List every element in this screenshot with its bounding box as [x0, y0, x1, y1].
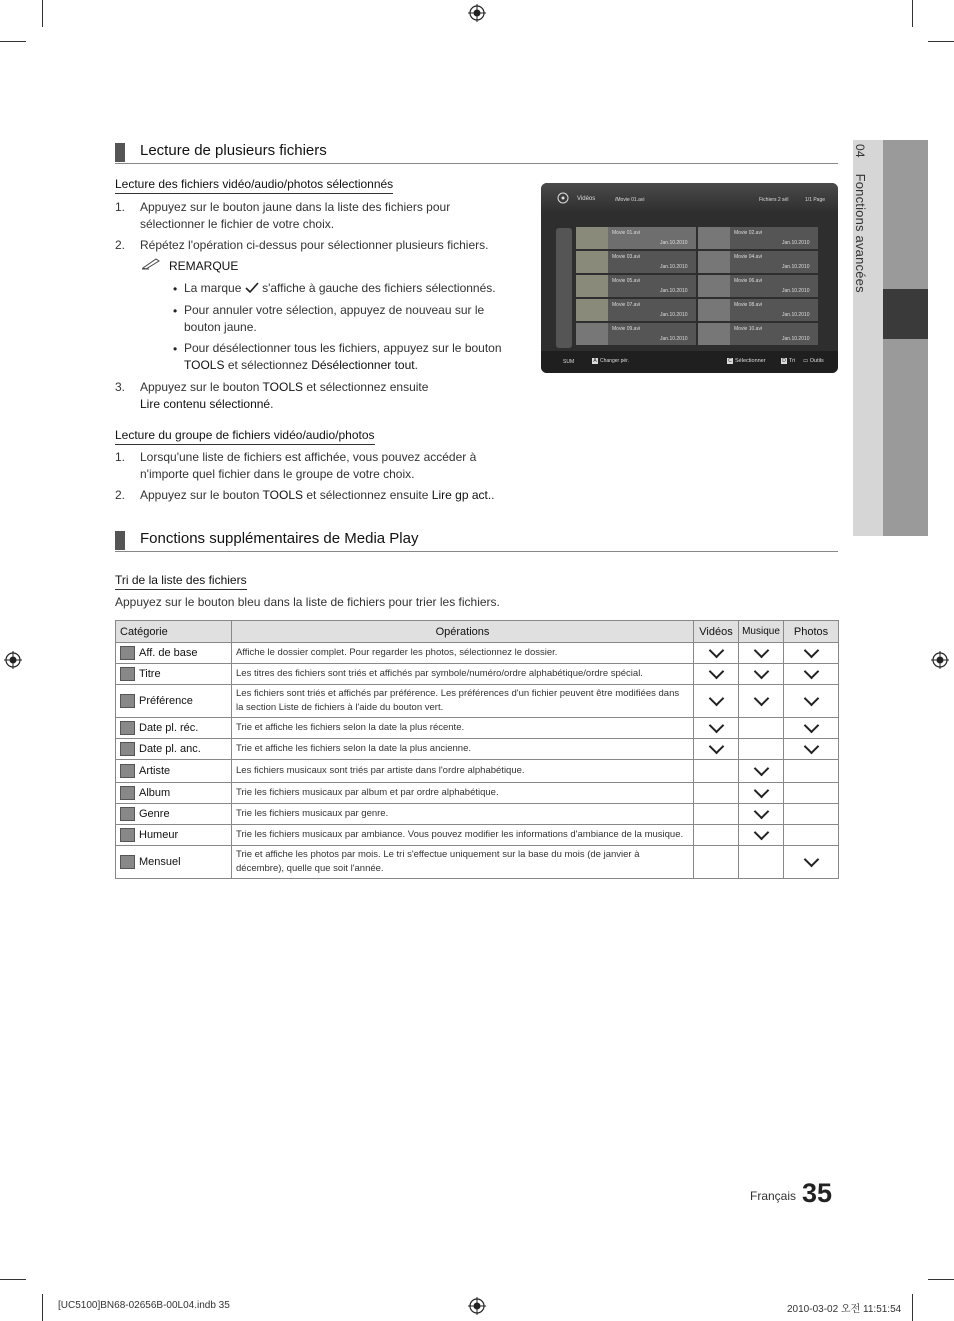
screen-file-item: [698, 251, 818, 273]
screen-path: /Movie 01.avi: [615, 197, 645, 203]
category-icon: [120, 646, 135, 660]
crop-mark: [928, 1279, 954, 1280]
col-header: Opérations: [232, 621, 694, 643]
screen-file-item: [698, 299, 818, 321]
crop-mark: [912, 1294, 913, 1321]
category-label: Album: [139, 786, 171, 799]
select-label: Sélectionner: [735, 358, 766, 364]
support-cell: [784, 804, 839, 825]
operation-cell: Les fichiers musicaux sont triés par artiste dans l'ordre alphabétique.: [232, 760, 694, 783]
support-cell: [694, 846, 739, 879]
crop-mark: [42, 1294, 43, 1321]
check-icon: [753, 782, 769, 798]
media-play-screenshot: [541, 183, 838, 373]
section-header: [115, 529, 838, 552]
section-title: Fonctions supplémentaires de Media Play: [140, 530, 419, 547]
d-key: D: [782, 358, 786, 364]
menu-option: Désélectionner tout: [311, 358, 415, 372]
category-cell: [116, 643, 232, 664]
tools-keyword: TOOLS: [262, 488, 304, 502]
c-key: C: [728, 358, 732, 364]
support-cell: [694, 825, 739, 846]
check-mark-icon: [245, 282, 259, 294]
screen-file-name: Movie 06.avi: [734, 278, 763, 284]
col-header: Catégorie: [116, 621, 232, 643]
support-cell: [694, 685, 739, 718]
screen-file-name: Movie 05.avi: [612, 278, 641, 284]
check-icon: [753, 642, 769, 658]
note-text: La marque: [184, 281, 242, 295]
check-icon: [803, 642, 819, 658]
chapter-number: 04: [853, 144, 867, 158]
check-icon: [753, 663, 769, 679]
check-icon: [753, 760, 769, 776]
step-text: Lorsqu'une liste de fichiers est affichée, vous pouvez accéder à n'importe quel fichier dans le groupe de votre choix.: [140, 450, 477, 481]
support-cell: [694, 783, 739, 804]
category-cell: [116, 825, 232, 846]
operation-cell: Trie et affiche les photos par mois. Le tri s'effectue uniquement sur la base du mois (de janvier à décembre), quelle que soit l'année.: [232, 846, 694, 879]
check-icon: [803, 690, 819, 706]
registration-mark-icon: [468, 4, 486, 22]
intro-text: Appuyez sur le bouton bleu dans la liste de fichiers pour trier les fichiers.: [115, 595, 500, 609]
screen-file-name: Movie 08.avi: [734, 302, 763, 308]
screen-file-item: [576, 275, 696, 297]
category-label: Aff. de base: [139, 646, 198, 659]
operation-cell: Les titres des fichiers sont triés et affichés par symbole/numéro/ordre alphabétique/ordre spécial.: [232, 664, 694, 685]
section-title: Lecture de plusieurs fichiers: [140, 142, 327, 159]
support-cell: [739, 739, 784, 760]
screen-file-name: Movie 02.avi: [734, 230, 763, 236]
check-icon: [708, 690, 724, 706]
operation-cell: Trie les fichiers musicaux par ambiance. Vous pouvez modifier les informations d'ambiance de la musique.: [232, 825, 694, 846]
step-text-part: et sélectionnez ensuite: [306, 380, 429, 394]
screen-file-thumbnail: [698, 227, 730, 249]
table-row: [116, 783, 839, 804]
check-icon: [708, 738, 724, 754]
category-label: Préférence: [139, 694, 193, 707]
footer-language: Français: [750, 1189, 797, 1203]
support-cell: [739, 825, 784, 846]
sort-table: [115, 620, 839, 879]
category-label: Date pl. anc.: [139, 742, 201, 755]
category-icon: [120, 667, 135, 681]
screen-file-name: Movie 07.avi: [612, 302, 641, 308]
support-cell: [784, 825, 839, 846]
category-icon: [120, 786, 135, 800]
screen-title: Vidéos: [577, 196, 596, 202]
check-icon: [753, 690, 769, 706]
screen-file-item: [698, 227, 818, 249]
note-3: Pour désélectionner tous les fichiers, appuyez sur le bouton TOOLS et sélectionnez Désélectionner tout.: [184, 341, 502, 372]
category-label: Mensuel: [139, 855, 181, 868]
step-text-part: Appuyez sur le bouton: [140, 380, 260, 394]
screen-file-date: Jan.10.2010: [782, 288, 810, 294]
table-row: [116, 643, 839, 664]
menu-option: Lire gp act.: [431, 488, 492, 502]
registration-mark-icon: [931, 651, 949, 669]
check-icon: [708, 663, 724, 679]
section-header: [115, 141, 838, 164]
operation-cell: Affiche le dossier complet. Pour regarder les photos, sélectionnez le dossier.: [232, 643, 694, 664]
support-cell: [739, 685, 784, 718]
support-cell: [694, 718, 739, 739]
change-device-label: Changer pér.: [600, 358, 629, 364]
support-cell: [694, 804, 739, 825]
screen-file-thumbnail: [576, 227, 608, 249]
screen-file-thumbnail: [576, 299, 608, 321]
category-cell: [116, 685, 232, 718]
screen-file-date: Jan.10.2010: [782, 240, 810, 246]
step-text-part: et sélectionnez ensuite: [306, 488, 429, 502]
category-icon: [120, 855, 135, 869]
operation-cell: Trie les fichiers musicaux par album et par ordre alphabétique.: [232, 783, 694, 804]
subsection-heading: Tri de la liste des fichiers: [115, 573, 247, 590]
support-cell: [739, 804, 784, 825]
category-label: Artiste: [139, 764, 171, 777]
screen-file-name: Movie 09.avi: [612, 326, 641, 332]
check-icon: [708, 642, 724, 658]
tools-icon: ▭: [803, 358, 810, 364]
table-row: [116, 846, 839, 879]
screen-file-thumbnail: [698, 299, 730, 321]
screen-file-item: [576, 299, 696, 321]
subsection-heading: Lecture du groupe de fichiers vidéo/audio/photos: [115, 428, 375, 445]
tools-keyword: TOOLS: [184, 358, 225, 372]
table-row: [116, 739, 839, 760]
menu-option: Lire contenu sélectionné: [140, 397, 271, 411]
print-slug-date: 2010-03-02 오전 11:51:54: [787, 1304, 902, 1315]
check-icon: [803, 663, 819, 679]
screen-selected-count: Fichiers 2 sél: [759, 197, 789, 203]
check-icon: [753, 803, 769, 819]
category-label: Genre: [139, 807, 170, 820]
category-label: Humeur: [139, 828, 179, 841]
table-row: [116, 718, 839, 739]
subsection-heading: Lecture des fichiers vidéo/audio/photos sélectionnés: [115, 177, 393, 194]
support-cell: [739, 664, 784, 685]
screen-file-item: [698, 275, 818, 297]
page-number: 35: [802, 1178, 833, 1208]
support-cell: [694, 664, 739, 685]
support-cell: [739, 760, 784, 783]
screen-file-thumbnail: [576, 275, 608, 297]
registration-mark-icon: [4, 651, 22, 669]
category-label: Titre: [139, 667, 161, 680]
support-cell: [784, 643, 839, 664]
screen-file-name: Movie 10.avi: [734, 326, 763, 332]
note-pencil-icon: [141, 256, 161, 270]
screen-file-date: Jan.10.2010: [782, 312, 810, 318]
check-icon: [753, 824, 769, 840]
screen-file-date: Jan.10.2010: [660, 312, 688, 318]
screen-file-name: Movie 01.avi: [612, 230, 641, 236]
a-key: A: [593, 358, 597, 364]
check-icon: [803, 738, 819, 754]
note-label: REMARQUE: [169, 259, 239, 273]
category-icon: [120, 694, 135, 708]
screen-footer: [541, 351, 838, 373]
side-tab-marker: [883, 289, 928, 339]
operation-cell: Les fichiers sont triés et affichés par préférence. Les préférences d'un fichier peuvent être modifiées dans la section Liste de fichiers à l'aide du bouton vert.: [232, 685, 694, 718]
screen-file-item: [576, 227, 696, 249]
step-number: 2.: [115, 488, 126, 502]
screen-file-item: [698, 323, 818, 345]
step-number: 1.: [115, 450, 126, 464]
operation-cell: Trie les fichiers musicaux par genre.: [232, 804, 694, 825]
support-cell: [739, 643, 784, 664]
video-icon: [557, 192, 569, 204]
category-icon: [120, 828, 135, 842]
category-cell: [116, 739, 232, 760]
category-cell: [116, 664, 232, 685]
print-slug-file: [UC5100]BN68-02656B-00L04.indb 35: [58, 1300, 230, 1311]
step-number: 3.: [115, 380, 126, 394]
category-icon: [120, 764, 135, 778]
screen-file-name: Movie 04.avi: [734, 254, 763, 260]
category-cell: [116, 783, 232, 804]
screen-file-thumbnail: [576, 323, 608, 345]
screen-file-item: [576, 251, 696, 273]
screen-file-item: [576, 323, 696, 345]
step-text: Répétez l'opération ci-dessus pour sélectionner plusieurs fichiers.: [140, 238, 489, 252]
category-label: Date pl. réc.: [139, 721, 199, 734]
screen-sidebar: [556, 228, 572, 348]
note-2: Pour annuler votre sélection, appuyez de nouveau sur le bouton jaune.: [184, 303, 485, 334]
col-header: Photos: [784, 621, 839, 643]
screen-file-date: Jan.10.2010: [660, 288, 688, 294]
col-header: Vidéos: [694, 621, 739, 643]
sum-label: SUM: [563, 359, 575, 365]
support-cell: [784, 760, 839, 783]
crop-mark: [912, 0, 913, 27]
support-cell: [784, 718, 839, 739]
step-text: Appuyez sur le bouton TOOLS et sélectionnez ensuite Lire gp act..: [140, 488, 495, 502]
support-cell: [739, 846, 784, 879]
support-cell: [784, 685, 839, 718]
support-cell: [784, 783, 839, 804]
crop-mark: [928, 41, 954, 42]
step-number: 2.: [115, 238, 126, 252]
category-cell: [116, 718, 232, 739]
support-cell: [694, 760, 739, 783]
crop-mark: [0, 1279, 26, 1280]
screen-file-name: Movie 03.avi: [612, 254, 641, 260]
table-row: [116, 804, 839, 825]
screen-file-date: Jan.10.2010: [660, 264, 688, 270]
category-icon: [120, 721, 135, 735]
table-row: [116, 664, 839, 685]
support-cell: [739, 783, 784, 804]
operation-cell: Trie et affiche les fichiers selon la date la plus ancienne.: [232, 739, 694, 760]
note-text: s'affiche à gauche des fichiers sélectionnés.: [262, 281, 496, 295]
registration-mark-icon: [468, 1297, 486, 1315]
tools-label: Outils: [809, 358, 824, 364]
note-1: [184, 280, 496, 297]
step-text: Appuyez sur le bouton jaune dans la liste des fichiers pour sélectionner le fichier de votre choix.: [140, 200, 451, 231]
support-cell: [739, 718, 784, 739]
tools-keyword: TOOLS: [262, 380, 304, 394]
crop-mark: [0, 41, 26, 42]
table-row: [116, 685, 839, 718]
screen-file-thumbnail: [698, 323, 730, 345]
category-icon: [120, 742, 135, 756]
note-text: et sélectionnez: [227, 358, 308, 372]
screen-file-date: Jan.10.2010: [660, 336, 688, 342]
screen-file-date: Jan.10.2010: [782, 336, 810, 342]
category-cell: [116, 846, 232, 879]
support-cell: [784, 846, 839, 879]
category-icon: [120, 807, 135, 821]
table-row: [116, 760, 839, 783]
support-cell: [694, 739, 739, 760]
crop-mark: [42, 0, 43, 27]
check-icon: [803, 717, 819, 733]
step-text: Appuyez sur le bouton TOOLS et sélectionnez ensuite Lire contenu sélectionné.: [140, 380, 429, 411]
category-cell: [116, 804, 232, 825]
screen-page: 1/1 Page: [805, 197, 826, 203]
screen-file-thumbnail: [576, 251, 608, 273]
support-cell: [694, 643, 739, 664]
chapter-title: Fonctions avancées: [853, 173, 868, 293]
screen-file-thumbnail: [698, 275, 730, 297]
table-row: [116, 825, 839, 846]
check-icon: [708, 717, 724, 733]
operation-cell: Trie et affiche les fichiers selon la date la plus récente.: [232, 718, 694, 739]
chapter-label: [853, 144, 868, 293]
step-number: 1.: [115, 200, 126, 214]
support-cell: [784, 739, 839, 760]
support-cell: [784, 664, 839, 685]
note-text: Pour désélectionner tous les fichiers, appuyez sur le bouton: [184, 341, 502, 355]
col-header: Musique: [739, 621, 784, 643]
sort-label: Tri: [789, 358, 796, 364]
check-icon: [803, 851, 819, 867]
screen-file-date: Jan.10.2010: [660, 240, 688, 246]
category-cell: [116, 760, 232, 783]
screen-file-thumbnail: [698, 251, 730, 273]
screen-file-date: Jan.10.2010: [782, 264, 810, 270]
step-text-part: Appuyez sur le bouton: [140, 488, 260, 502]
